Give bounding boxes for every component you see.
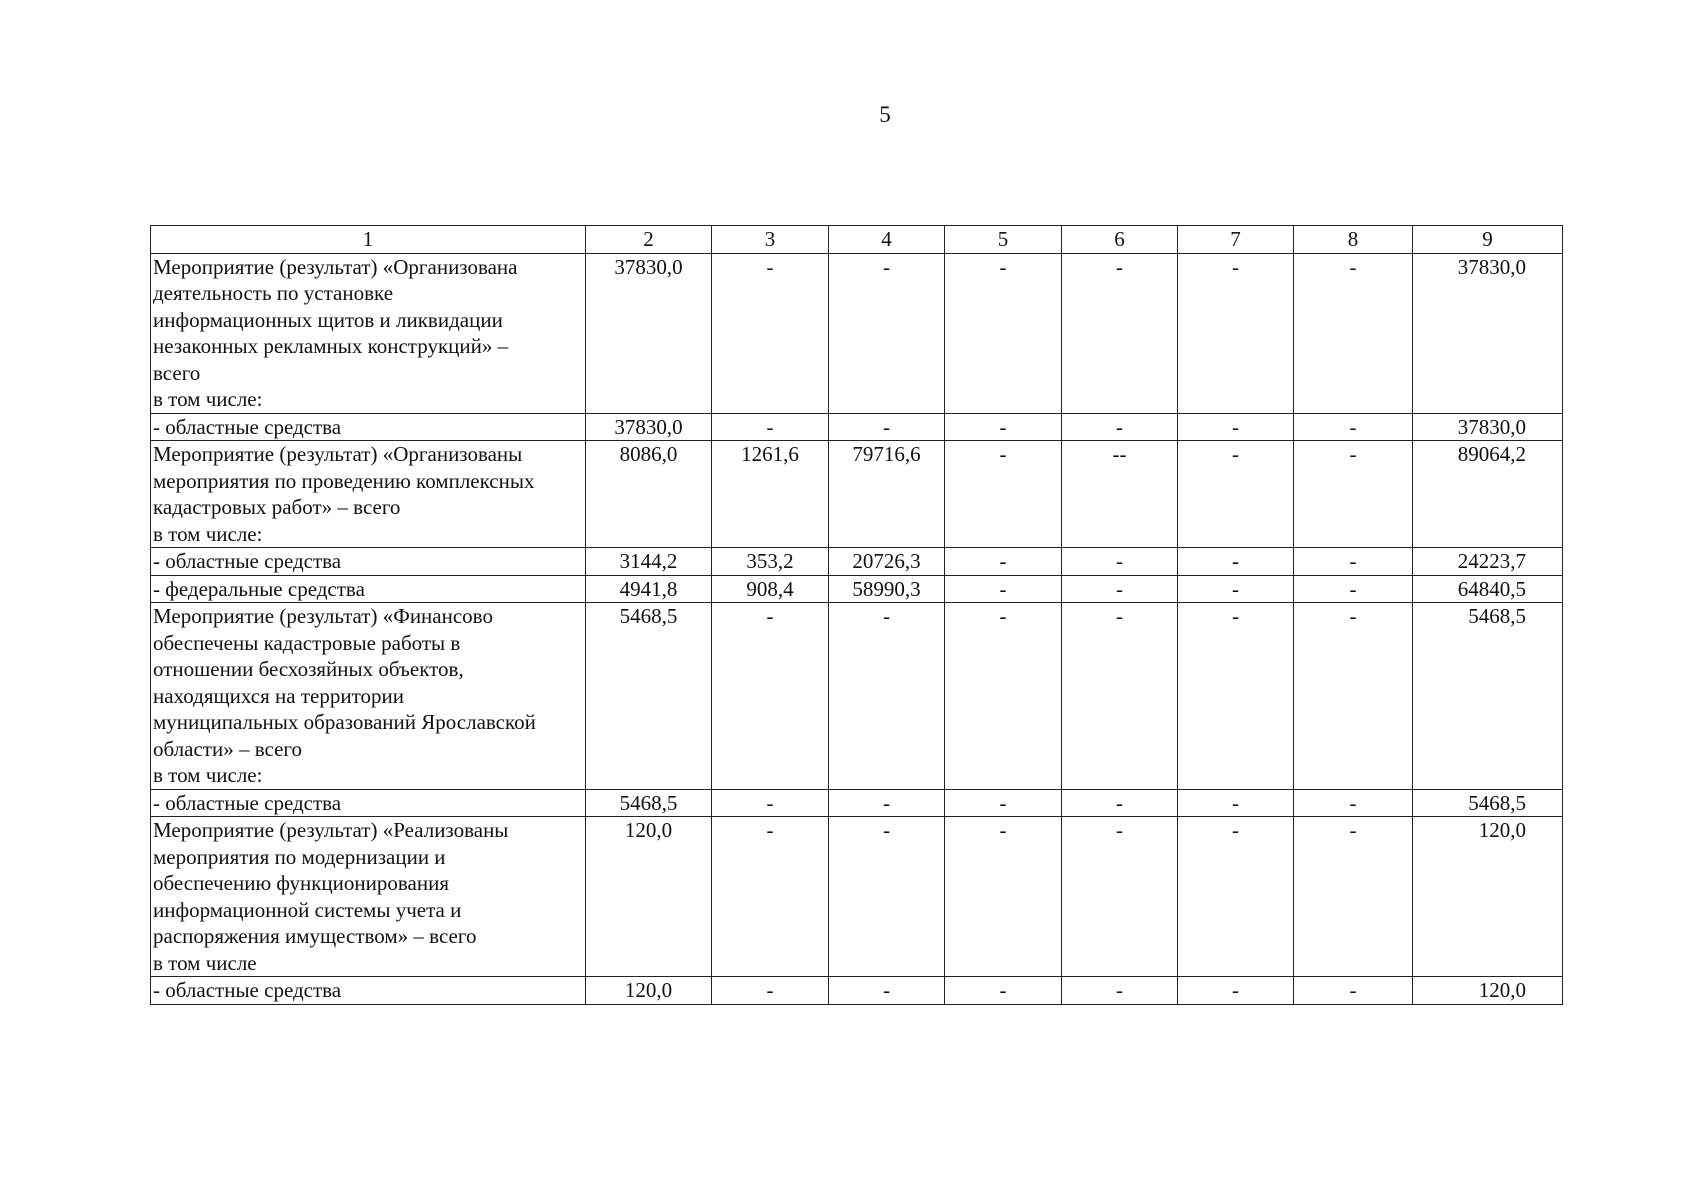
row-label: - федеральные средства (151, 575, 586, 603)
value-cell: - (945, 413, 1062, 441)
row-total-cell: 37830,0 (1413, 413, 1563, 441)
value-cell: - (712, 817, 829, 977)
page-number: 5 (879, 102, 891, 127)
row-label: Мероприятие (результат) «Организована деятельность по установке информационных щитов и ликвидации незаконных рекламных конструкций» – всего в том числе: (151, 253, 586, 413)
value-cell: - (1178, 603, 1294, 790)
value-cell: - (945, 789, 1062, 817)
value-cell: - (712, 603, 829, 790)
value-cell: - (945, 977, 1062, 1005)
value-cell: - (712, 413, 829, 441)
value-cell: - (1294, 441, 1413, 548)
value-cell: - (945, 441, 1062, 548)
value-cell: - (1178, 253, 1294, 413)
value-cell: - (1178, 977, 1294, 1005)
table-row (151, 977, 1563, 1005)
value-cell: 37830,0 (586, 253, 712, 413)
table-body (151, 253, 1563, 1004)
value-cell: - (1062, 817, 1178, 977)
value-cell: - (829, 413, 945, 441)
value-cell: - (829, 603, 945, 790)
row-total-cell: 120,0 (1413, 977, 1563, 1005)
value-cell: - (1062, 789, 1178, 817)
value-cell: - (829, 789, 945, 817)
value-cell: - (1294, 413, 1413, 441)
value-cell: - (829, 817, 945, 977)
value-cell: 58990,3 (829, 575, 945, 603)
table-row (151, 413, 1563, 441)
row-total-cell: 89064,2 (1413, 441, 1563, 548)
row-total-cell: 120,0 (1413, 817, 1563, 977)
value-cell: 3144,2 (586, 548, 712, 576)
column-header: 1 (151, 226, 586, 254)
value-cell: - (945, 603, 1062, 790)
value-cell: - (1062, 603, 1178, 790)
value-cell: - (1062, 548, 1178, 576)
value-cell: - (829, 977, 945, 1005)
row-label: - областные средства (151, 977, 586, 1005)
value-cell: - (1062, 977, 1178, 1005)
value-cell: - (1294, 575, 1413, 603)
value-cell: - (1178, 548, 1294, 576)
value-cell: 5468,5 (586, 603, 712, 790)
row-total-cell: 5468,5 (1413, 603, 1563, 790)
column-header: 6 (1062, 226, 1178, 254)
value-cell: - (1062, 575, 1178, 603)
table-row (151, 817, 1563, 977)
value-cell: - (1294, 817, 1413, 977)
row-total-cell: 37830,0 (1413, 253, 1563, 413)
value-cell: - (1294, 253, 1413, 413)
value-cell: - (829, 253, 945, 413)
row-total-cell: 24223,7 (1413, 548, 1563, 576)
value-cell: - (1062, 413, 1178, 441)
value-cell: - (945, 575, 1062, 603)
value-cell: - (1294, 603, 1413, 790)
column-header: 8 (1294, 226, 1413, 254)
value-cell: - (712, 253, 829, 413)
value-cell: 8086,0 (586, 441, 712, 548)
value-cell: 37830,0 (586, 413, 712, 441)
column-header: 4 (829, 226, 945, 254)
value-cell: - (1062, 253, 1178, 413)
row-label: - областные средства (151, 789, 586, 817)
value-cell: 353,2 (712, 548, 829, 576)
value-cell: - (1178, 817, 1294, 977)
row-total-cell: 5468,5 (1413, 789, 1563, 817)
value-cell: - (1294, 548, 1413, 576)
budget-table (150, 225, 1563, 1005)
value-cell: 1261,6 (712, 441, 829, 548)
table-row (151, 441, 1563, 548)
column-header: 2 (586, 226, 712, 254)
row-label: Мероприятие (результат) «Организованы мероприятия по проведению комплексных кадастровых работ» – всего в том числе: (151, 441, 586, 548)
value-cell: 908,4 (712, 575, 829, 603)
table-row (151, 789, 1563, 817)
row-label: Мероприятие (результат) «Финансово обеспечены кадастровые работы в отношении бесхозяйных объектов, находящихся на территории муниципальных образований Ярославской области» – всего в том числе: (151, 603, 586, 790)
value-cell: - (945, 253, 1062, 413)
value-cell: - (1294, 789, 1413, 817)
value-cell: 5468,5 (586, 789, 712, 817)
table-row (151, 548, 1563, 576)
column-header: 3 (712, 226, 829, 254)
value-cell: - (1178, 413, 1294, 441)
table-row (151, 603, 1563, 790)
value-cell: 4941,8 (586, 575, 712, 603)
value-cell: 20726,3 (829, 548, 945, 576)
row-label: Мероприятие (результат) «Реализованы мероприятия по модернизации и обеспечению функционирования информационной системы учета и распоряжения имуществом» – всего в том числе (151, 817, 586, 977)
value-cell: - (712, 789, 829, 817)
value-cell: - (1178, 575, 1294, 603)
column-header: 7 (1178, 226, 1294, 254)
value-cell: 79716,6 (829, 441, 945, 548)
value-cell: - (1294, 977, 1413, 1005)
row-total-cell: 64840,5 (1413, 575, 1563, 603)
column-header: 9 (1413, 226, 1563, 254)
value-cell: -- (1062, 441, 1178, 548)
row-label: - областные средства (151, 548, 586, 576)
value-cell: - (945, 817, 1062, 977)
row-label: - областные средства (151, 413, 586, 441)
table-row (151, 253, 1563, 413)
header-row (151, 226, 1563, 254)
value-cell: - (1178, 789, 1294, 817)
table-row (151, 575, 1563, 603)
column-header: 5 (945, 226, 1062, 254)
value-cell: - (945, 548, 1062, 576)
value-cell: 120,0 (586, 817, 712, 977)
value-cell: - (1178, 441, 1294, 548)
value-cell: 120,0 (586, 977, 712, 1005)
value-cell: - (712, 977, 829, 1005)
